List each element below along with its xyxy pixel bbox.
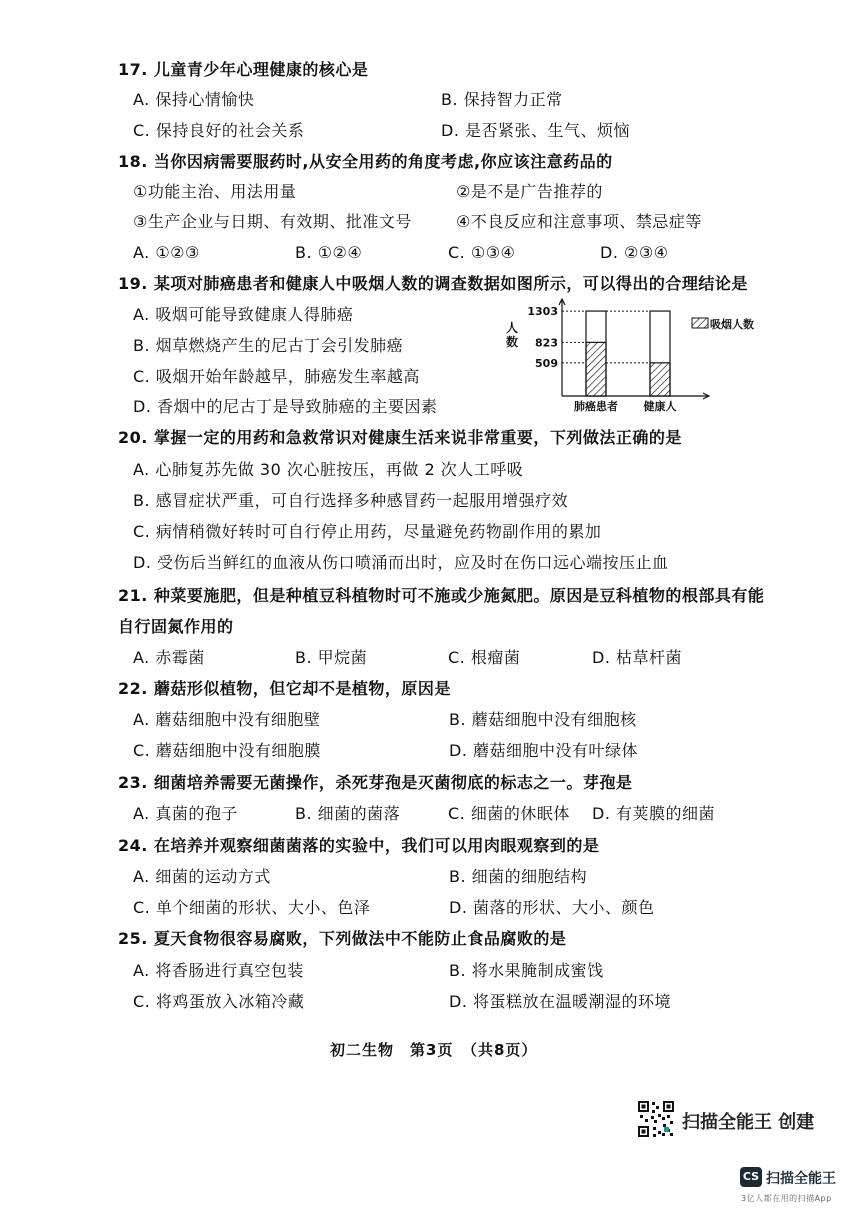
question-25-stem: 25. 夏天食物很容易腐败，下列做法中不能防止食品腐败的是 xyxy=(118,929,567,948)
option-20-a: A. 心肺复苏先做 30 次心脏按压，再做 2 次人工呼吸 xyxy=(133,460,524,479)
legend-swatch xyxy=(692,318,708,328)
option-22-c: C. 蘑菇细胞中没有细胞膜 xyxy=(133,741,321,760)
y-tick-label: 823 xyxy=(535,336,558,350)
option-25-a: A. 将香肠进行真空包装 xyxy=(133,961,304,980)
option-18-c: C. ①③④ xyxy=(448,243,516,262)
option-17-a: A. 保持心情愉快 xyxy=(133,90,255,109)
option-25-d: D. 将蛋糕放在温暖潮湿的环境 xyxy=(449,992,671,1011)
question-24-stem: 24. 在培养并观察细菌菌落的实验中，我们可以用肉眼观察到的是 xyxy=(118,836,600,855)
option-24-d: D. 菌落的形状、大小、颜色 xyxy=(449,898,655,917)
question-23-stem: 23. 细菌培养需要无菌操作，杀死芽孢是灭菌彻底的标志之一。芽孢是 xyxy=(118,773,633,792)
x-tick-label: 肺癌患者 xyxy=(574,400,618,413)
option-24-a: A. 细菌的运动方式 xyxy=(133,867,271,886)
statement-18-2: ②是不是广告推荐的 xyxy=(456,182,603,201)
option-22-b: B. 蘑菇细胞中没有细胞核 xyxy=(449,710,637,729)
bar-smokers xyxy=(650,363,670,396)
question-19-stem: 19. 某项对肺癌患者和健康人中吸烟人数的调查数据如图所示，可以得出的合理结论是 xyxy=(118,274,748,293)
option-23-c: C. 细菌的休眠体 xyxy=(448,804,570,823)
option-24-c: C. 单个细菌的形状、大小、色泽 xyxy=(133,898,371,917)
app-tagline: 3亿人都在用的扫描App xyxy=(741,1194,832,1203)
option-25-c: C. 将鸡蛋放入冰箱冷藏 xyxy=(133,992,305,1011)
camscanner-logo-icon: CS xyxy=(740,1167,762,1187)
option-18-d: D. ②③④ xyxy=(600,243,669,262)
statement-18-4: ④不良反应和注意事项、禁忌症等 xyxy=(456,212,702,231)
option-19-d: D. 香烟中的尼古丁是导致肺癌的主要因素 xyxy=(133,397,438,416)
statement-18-1: ①功能主治、用法用量 xyxy=(133,182,297,201)
y-tick-label: 1303 xyxy=(527,305,558,319)
option-20-b: B. 感冒症状严重，可自行选择多种感冒药一起服用增强疗效 xyxy=(133,491,569,510)
option-18-b: B. ①②④ xyxy=(295,243,363,262)
bar-smokers xyxy=(586,342,606,396)
statement-18-3: ③生产企业与日期、有效期、批准文号 xyxy=(133,212,412,231)
question-18-stem: 18. 当你因病需要服药时,从安全用药的角度考虑,你应该注意药品的 xyxy=(118,152,613,171)
x-tick-label: 健康人 xyxy=(643,400,677,413)
question-20-stem: 20. 掌握一定的用药和急救常识对健康生活来说非常重要，下列做法正确的是 xyxy=(118,428,682,447)
legend-label: 吸烟人数 xyxy=(710,318,754,331)
question-21-stem: 21. 种菜要施肥，但是种植豆科植物时可不施或少施氮肥。原因是豆科植物的根部具有能 xyxy=(118,586,765,605)
option-19-b: B. 烟草燃烧产生的尼古丁会引发肺癌 xyxy=(133,336,404,355)
option-21-a: A. 赤霉菌 xyxy=(133,648,205,667)
option-21-d: D. 枯草杆菌 xyxy=(592,648,682,667)
option-17-b: B. 保持智力正常 xyxy=(441,90,563,109)
qr-code-icon xyxy=(637,1100,675,1138)
option-23-a: A. 真菌的孢子 xyxy=(133,804,238,823)
y-axis-label: 人 xyxy=(506,321,519,335)
option-18-a: A. ①②③ xyxy=(133,243,200,262)
y-tick-label: 509 xyxy=(535,356,558,370)
app-name: 扫描全能王 xyxy=(766,1171,836,1187)
smoking-bar-chart xyxy=(500,298,780,418)
option-21-c: C. 根瘤菌 xyxy=(448,648,521,667)
y-axis-label-char: 数 xyxy=(506,335,519,349)
option-21-b: B. 甲烷菌 xyxy=(295,648,368,667)
option-19-a: A. 吸烟可能导致健康人得肺癌 xyxy=(133,305,354,324)
question-17-stem: 17. 儿童青少年心理健康的核心是 xyxy=(118,60,369,79)
option-17-d: D. 是否紧张、生气、烦恼 xyxy=(441,121,630,140)
option-25-b: B. 将水果腌制成蜜饯 xyxy=(449,961,604,980)
page-footer: 初二生物 第3页 （共8页） xyxy=(330,1041,538,1059)
option-19-c: C. 吸烟开始年龄越早，肺癌发生率越高 xyxy=(133,367,420,386)
option-20-d: D. 受伤后当鲜红的血液从伤口喷涌而出时，应及时在伤口远心端按压止血 xyxy=(133,553,669,572)
option-23-d: D. 有荚膜的细菌 xyxy=(592,804,715,823)
option-23-b: B. 细菌的菌落 xyxy=(295,804,401,823)
question-21-stem-continued: 自行固氮作用的 xyxy=(118,617,234,636)
option-22-d: D. 蘑菇细胞中没有叶绿体 xyxy=(449,741,638,760)
option-17-c: C. 保持良好的社会关系 xyxy=(133,121,305,140)
option-22-a: A. 蘑菇细胞中没有细胞壁 xyxy=(133,710,321,729)
question-22-stem: 22. 蘑菇形似植物，但它却不是植物，原因是 xyxy=(118,679,451,698)
scanner-watermark: 扫描全能王 创建 xyxy=(682,1112,815,1133)
option-24-b: B. 细菌的细胞结构 xyxy=(449,867,588,886)
option-20-c: C. 病情稍微好转时可自行停止用药，尽量避免药物副作用的累加 xyxy=(133,522,602,541)
